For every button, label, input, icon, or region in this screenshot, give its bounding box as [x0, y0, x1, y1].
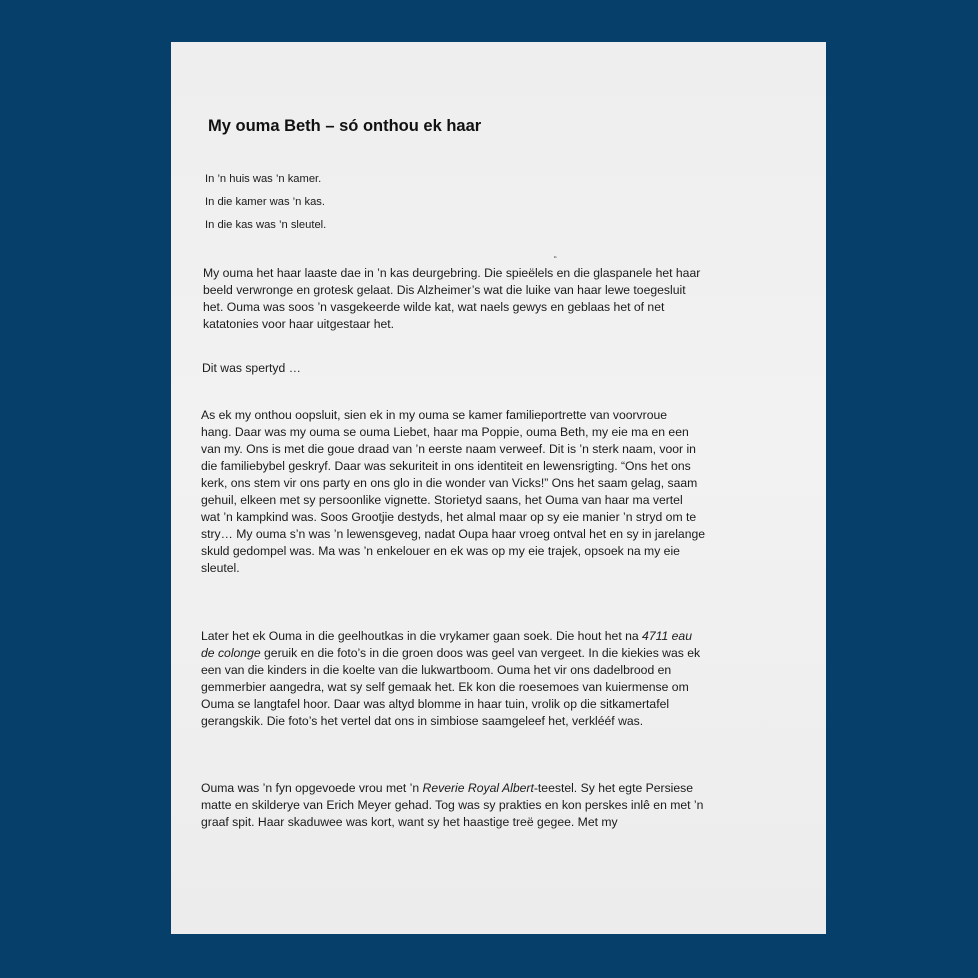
- paragraph-2: Dit was spertyd …: [202, 361, 301, 375]
- stanza-line: In die kas was ’n sleutel.: [205, 219, 327, 231]
- text-line: Ouma se langtafel hoor. Daar was altyd blomme in haar tuin, vrolik op die sitkamertafel: [201, 697, 670, 711]
- text-segment: Later het ek Ouma in die geelhoutkas in die vrykamer gaan soek. Die hout het na: [201, 629, 643, 643]
- paragraph-5: [201, 780, 771, 831]
- text-line: As ek my onthou oopsluit, sien ek in my ouma se kamer familieportrette van voorvroue: [201, 408, 668, 422]
- text-line: sleutel.: [201, 561, 240, 575]
- stanza-line: In die kamer was ’n kas.: [205, 196, 326, 208]
- stanza-line: In ’n huis was ’n kamer.: [205, 173, 322, 185]
- opening-stanza: [205, 171, 326, 240]
- text-line: matte en skilderye van Erich Meyer gehad. Tog was sy prakties en kon perskes inlê en met ’n: [201, 798, 704, 812]
- text-line: gehuil, elkeen met sy persoonlike vignette. Storietyd saans, het Ouma van haar ma vertel: [201, 493, 683, 507]
- italic-text: Reverie Royal Albert: [422, 781, 534, 795]
- text-line: graaf spit. Haar skaduwee was kort, want sy het haastige treë gegee. Met my: [201, 815, 618, 829]
- document-page: [171, 42, 826, 934]
- text-line: hang. Daar was my ouma se ouma Liebet, haar ma Poppie, ouma Beth, my eie ma en een: [201, 425, 689, 439]
- text-segment: geruik en die foto’s in die groen doos was geel van vergeet. In die kiekies was ek: [260, 646, 701, 660]
- handwritten-correction-mark: “: [554, 255, 557, 264]
- text-line: een van die kinders in die koelte van die lukwartboom. Ouma het vir ons dadelbrood en: [201, 663, 672, 677]
- text-line: gemmerbier aangedra, wat sy self gemaak het. Ek kon die roesemoes van kuiermense om: [201, 680, 689, 694]
- text-line: gerangskik. Die foto’s het vertel dat ons in simbiose saamgeleef het, verklééf was.: [201, 714, 644, 728]
- document-title: My ouma Beth – só onthou ek haar: [208, 117, 482, 135]
- paragraph-4: [201, 628, 761, 730]
- text-line: kerk, ons stem vir ons party en ons glo in die wonder van Vicks!” Ons het saam gelag, saam: [201, 476, 698, 490]
- text-line: het. Ouma was soos ’n vasgekeerde wilde kat, wat naels gewys en geblaas het of net: [203, 300, 665, 314]
- text-segment: -teestel. Sy het egte Persiese: [533, 781, 694, 795]
- text-line: skuld gedompel was. Ma was ’n enkelouer en ek was op my eie trajek, opsoek na my eie: [201, 544, 680, 558]
- italic-text: de colonge: [201, 646, 261, 660]
- text-line: stry… My ouma s’n was ’n lewensgeveg, nadat Oupa haar vroeg ontval het en sy in jarelange: [201, 527, 706, 541]
- text-line: beeld verwronge en grotesk gelaat. Dis Alzheimer’s wat die luike van haar lewe toegesluit: [203, 283, 686, 297]
- paragraph-1: [203, 265, 763, 333]
- text-line: van my. Ons is met die goue draad van ’n eerste naam verweef. Dit is ’n sterk naam, voor in: [201, 442, 696, 456]
- text-segment: Ouma was ’n fyn opgevoede vrou met ’n: [201, 781, 423, 795]
- italic-text: 4711 eau: [642, 629, 692, 643]
- text-line: My ouma het haar laaste dae in ’n kas deurgebring. Die spieëlels en die glaspanele het haar: [203, 266, 701, 280]
- text-line: katatonies voor haar uitgestaar het.: [203, 317, 395, 331]
- text-line: wat ’n kampkind was. Soos Grootjie destyds, het almal maar op sy eie manier ’n stryd om te: [201, 510, 697, 524]
- text-line: die familiebybel geskryf. Daar was sekuriteit in ons identiteit en lewensrigting. “Ons het ons: [201, 459, 691, 473]
- paragraph-3: [201, 407, 761, 577]
